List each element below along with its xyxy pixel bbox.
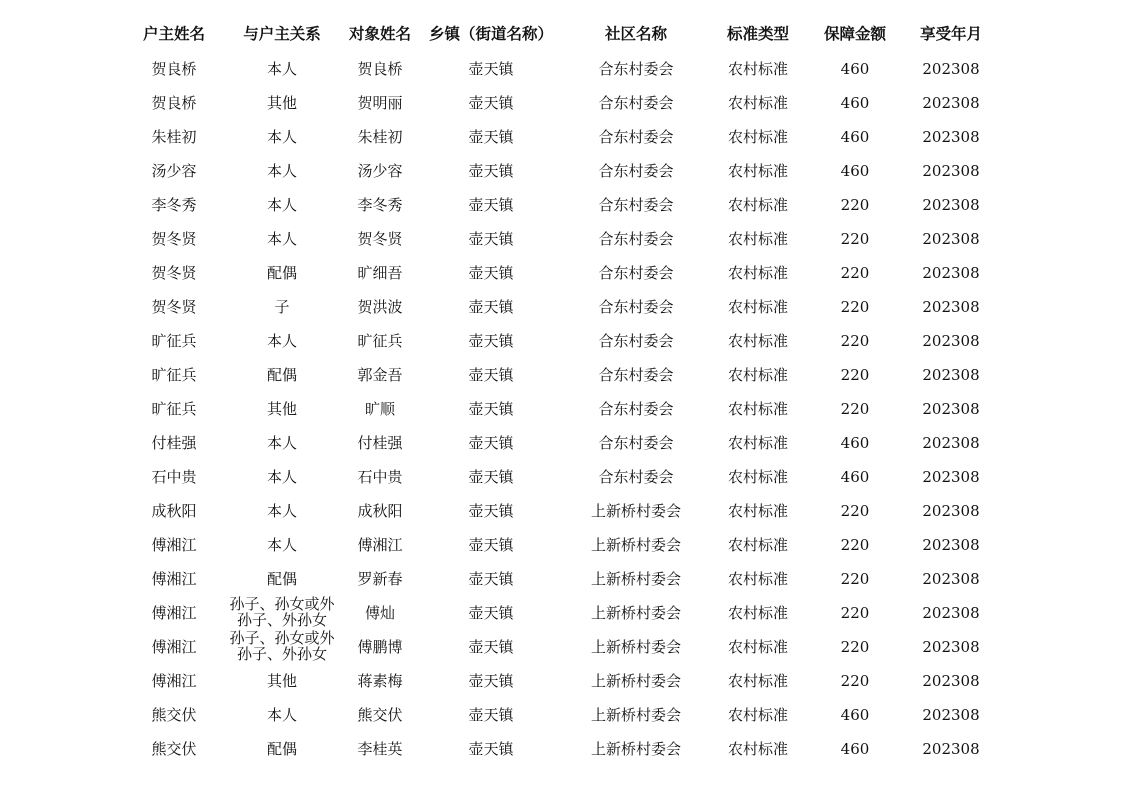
table-row — [0, 494, 1122, 528]
cell-relationship: 其他 — [266, 94, 297, 112]
cell-township: 壶天镇 — [468, 502, 514, 520]
table-row — [0, 222, 1122, 256]
cell-amount: 220 — [840, 298, 870, 316]
cell-householder-name: 旷征兵 — [151, 332, 197, 350]
cell-community: 上新桥村委会 — [590, 604, 681, 622]
cell-year-month: 202308 — [922, 536, 980, 554]
cell-township: 壶天镇 — [468, 740, 514, 758]
cell-township: 壶天镇 — [468, 298, 514, 316]
cell-recipient-name: 傅湘江 — [357, 536, 403, 554]
cell-community: 上新桥村委会 — [590, 740, 681, 758]
cell-township: 壶天镇 — [468, 60, 514, 78]
cell-householder-name: 成秋阳 — [151, 502, 197, 520]
cell-recipient-name: 李冬秀 — [357, 196, 403, 214]
table-row — [0, 460, 1122, 494]
cell-recipient-name: 蒋素梅 — [357, 672, 403, 690]
cell-year-month: 202308 — [922, 196, 980, 214]
cell-standard-type: 农村标准 — [727, 706, 788, 724]
cell-amount: 220 — [840, 672, 870, 690]
cell-community: 上新桥村委会 — [590, 570, 681, 588]
cell-standard-type: 农村标准 — [727, 570, 788, 588]
cell-relationship: 本人 — [266, 468, 297, 486]
cell-community: 上新桥村委会 — [590, 536, 681, 554]
cell-recipient-name: 李桂英 — [357, 740, 403, 758]
cell-relationship: 本人 — [266, 128, 297, 146]
cell-standard-type: 农村标准 — [727, 128, 788, 146]
cell-amount: 220 — [840, 502, 870, 520]
cell-recipient-name: 傅灿 — [364, 604, 395, 622]
cell-community: 合东村委会 — [598, 264, 674, 282]
cell-year-month: 202308 — [922, 230, 980, 248]
cell-householder-name: 傅湘江 — [151, 672, 197, 690]
cell-community: 上新桥村委会 — [590, 672, 681, 690]
cell-township: 壶天镇 — [468, 196, 514, 214]
cell-recipient-name: 罗新春 — [357, 570, 403, 588]
cell-township: 壶天镇 — [468, 264, 514, 282]
cell-standard-type: 农村标准 — [727, 366, 788, 384]
cell-relationship: 配偶 — [266, 570, 297, 588]
cell-relationship: 本人 — [266, 162, 297, 180]
cell-relationship: 其他 — [266, 400, 297, 418]
cell-householder-name: 贺冬贤 — [151, 264, 197, 282]
table-row — [0, 52, 1122, 86]
cell-amount: 220 — [840, 570, 870, 588]
cell-year-month: 202308 — [922, 162, 980, 180]
table-row — [0, 562, 1122, 596]
cell-township: 壶天镇 — [468, 536, 514, 554]
cell-amount: 220 — [840, 536, 870, 554]
cell-relationship: 配偶 — [266, 366, 297, 384]
cell-amount: 460 — [840, 468, 870, 486]
cell-community: 上新桥村委会 — [590, 502, 681, 520]
cell-householder-name: 贺冬贤 — [151, 298, 197, 316]
cell-recipient-name: 付桂强 — [357, 434, 403, 452]
cell-year-month: 202308 — [922, 264, 980, 282]
cell-amount: 460 — [840, 94, 870, 112]
cell-standard-type: 农村标准 — [727, 264, 788, 282]
cell-township: 壶天镇 — [468, 706, 514, 724]
cell-township: 壶天镇 — [468, 468, 514, 486]
cell-amount: 220 — [840, 638, 870, 656]
cell-amount: 220 — [840, 366, 870, 384]
cell-amount: 220 — [840, 196, 870, 214]
cell-recipient-name: 贺良桥 — [357, 60, 403, 78]
cell-recipient-name: 旷细吾 — [357, 264, 403, 282]
cell-householder-name: 贺良桥 — [151, 60, 197, 78]
cell-amount: 460 — [840, 162, 870, 180]
cell-community: 合东村委会 — [598, 332, 674, 350]
table-row — [0, 86, 1122, 120]
cell-standard-type: 农村标准 — [727, 638, 788, 656]
table-row — [0, 358, 1122, 392]
header-relationship: 与户主关系 — [243, 25, 321, 43]
cell-householder-name: 熊交伏 — [151, 706, 197, 724]
cell-community: 合东村委会 — [598, 434, 674, 452]
cell-community: 合东村委会 — [598, 94, 674, 112]
cell-standard-type: 农村标准 — [727, 502, 788, 520]
cell-householder-name: 傅湘江 — [151, 570, 197, 588]
cell-recipient-name: 石中贵 — [357, 468, 403, 486]
header-township: 乡镇（街道名称） — [428, 25, 553, 43]
cell-recipient-name: 贺洪波 — [357, 298, 403, 316]
cell-recipient-name: 贺冬贤 — [357, 230, 403, 248]
cell-relationship: 本人 — [266, 230, 297, 248]
cell-recipient-name: 傅鹏博 — [357, 638, 403, 656]
cell-standard-type: 农村标准 — [727, 298, 788, 316]
cell-recipient-name: 熊交伏 — [357, 706, 403, 724]
cell-recipient-name: 朱桂初 — [357, 128, 403, 146]
cell-relationship: 本人 — [266, 502, 297, 520]
cell-community: 合东村委会 — [598, 128, 674, 146]
cell-householder-name: 石中贵 — [151, 468, 197, 486]
cell-year-month: 202308 — [922, 604, 980, 622]
cell-year-month: 202308 — [922, 502, 980, 520]
cell-relationship: 本人 — [266, 332, 297, 350]
cell-amount: 460 — [840, 434, 870, 452]
cell-township: 壶天镇 — [468, 230, 514, 248]
cell-township: 壶天镇 — [468, 162, 514, 180]
cell-township: 壶天镇 — [468, 332, 514, 350]
cell-relationship: 本人 — [266, 536, 297, 554]
table-row — [0, 596, 1122, 630]
cell-year-month: 202308 — [922, 332, 980, 350]
cell-year-month: 202308 — [922, 60, 980, 78]
table-row — [0, 732, 1122, 766]
cell-standard-type: 农村标准 — [727, 604, 788, 622]
cell-year-month: 202308 — [922, 366, 980, 384]
table-row — [0, 290, 1122, 324]
cell-township: 壶天镇 — [468, 94, 514, 112]
cell-recipient-name: 汤少容 — [357, 162, 403, 180]
cell-year-month: 202308 — [922, 638, 980, 656]
header-householder-name: 户主姓名 — [142, 25, 205, 43]
cell-township: 壶天镇 — [468, 366, 514, 384]
cell-householder-name: 贺良桥 — [151, 94, 197, 112]
cell-amount: 460 — [840, 128, 870, 146]
cell-householder-name: 汤少容 — [151, 162, 197, 180]
table-row — [0, 630, 1122, 664]
cell-relationship: 子 — [274, 298, 290, 316]
cell-community: 上新桥村委会 — [590, 638, 681, 656]
cell-year-month: 202308 — [922, 400, 980, 418]
cell-householder-name: 旷征兵 — [151, 366, 197, 384]
cell-standard-type: 农村标准 — [727, 94, 788, 112]
cell-year-month: 202308 — [922, 298, 980, 316]
cell-householder-name: 旷征兵 — [151, 400, 197, 418]
header-community: 社区名称 — [604, 25, 667, 43]
cell-relationship: 其他 — [266, 672, 297, 690]
cell-standard-type: 农村标准 — [727, 536, 788, 554]
header-recipient-name: 对象姓名 — [348, 25, 411, 43]
cell-householder-name: 傅湘江 — [151, 638, 197, 656]
cell-householder-name: 傅湘江 — [151, 536, 197, 554]
cell-relationship: 孙子、孙女或外孙子、外孙女 — [229, 595, 335, 629]
cell-year-month: 202308 — [922, 740, 980, 758]
cell-standard-type: 农村标准 — [727, 672, 788, 690]
cell-year-month: 202308 — [922, 706, 980, 724]
cell-recipient-name: 成秋阳 — [357, 502, 403, 520]
table-row — [0, 188, 1122, 222]
cell-relationship: 本人 — [266, 196, 297, 214]
cell-amount: 220 — [840, 230, 870, 248]
cell-township: 壶天镇 — [468, 400, 514, 418]
cell-standard-type: 农村标准 — [727, 332, 788, 350]
cell-community: 上新桥村委会 — [590, 706, 681, 724]
cell-householder-name: 熊交伏 — [151, 740, 197, 758]
cell-standard-type: 农村标准 — [727, 468, 788, 486]
cell-standard-type: 农村标准 — [727, 740, 788, 758]
cell-year-month: 202308 — [922, 468, 980, 486]
cell-relationship: 配偶 — [266, 264, 297, 282]
cell-standard-type: 农村标准 — [727, 162, 788, 180]
cell-householder-name: 傅湘江 — [151, 604, 197, 622]
cell-community: 合东村委会 — [598, 196, 674, 214]
table-header-row — [0, 17, 1122, 51]
table-row — [0, 392, 1122, 426]
cell-recipient-name: 贺明丽 — [357, 94, 403, 112]
cell-community: 合东村委会 — [598, 366, 674, 384]
cell-relationship: 本人 — [266, 706, 297, 724]
cell-householder-name: 付桂强 — [151, 434, 197, 452]
cell-recipient-name: 旷顺 — [364, 400, 395, 418]
table-row — [0, 324, 1122, 358]
header-year-month: 享受年月 — [919, 25, 982, 43]
cell-year-month: 202308 — [922, 570, 980, 588]
cell-standard-type: 农村标准 — [727, 230, 788, 248]
table-row — [0, 120, 1122, 154]
cell-community: 合东村委会 — [598, 162, 674, 180]
table-row — [0, 426, 1122, 460]
table-row — [0, 154, 1122, 188]
cell-amount: 220 — [840, 604, 870, 622]
cell-recipient-name: 郭金吾 — [357, 366, 403, 384]
cell-year-month: 202308 — [922, 128, 980, 146]
cell-recipient-name: 旷征兵 — [357, 332, 403, 350]
cell-community: 合东村委会 — [598, 60, 674, 78]
cell-householder-name: 李冬秀 — [151, 196, 197, 214]
cell-township: 壶天镇 — [468, 128, 514, 146]
cell-relationship: 配偶 — [266, 740, 297, 758]
cell-year-month: 202308 — [922, 672, 980, 690]
cell-community: 合东村委会 — [598, 400, 674, 418]
cell-relationship: 本人 — [266, 434, 297, 452]
cell-standard-type: 农村标准 — [727, 434, 788, 452]
cell-amount: 220 — [840, 332, 870, 350]
cell-community: 合东村委会 — [598, 298, 674, 316]
cell-township: 壶天镇 — [468, 672, 514, 690]
cell-township: 壶天镇 — [468, 434, 514, 452]
cell-community: 合东村委会 — [598, 468, 674, 486]
table-row — [0, 256, 1122, 290]
cell-township: 壶天镇 — [468, 638, 514, 656]
cell-year-month: 202308 — [922, 434, 980, 452]
header-standard-type: 标准类型 — [726, 25, 789, 43]
table-row — [0, 528, 1122, 562]
cell-township: 壶天镇 — [468, 570, 514, 588]
cell-year-month: 202308 — [922, 94, 980, 112]
cell-relationship: 本人 — [266, 60, 297, 78]
cell-community: 合东村委会 — [598, 230, 674, 248]
cell-standard-type: 农村标准 — [727, 196, 788, 214]
cell-township: 壶天镇 — [468, 604, 514, 622]
cell-amount: 460 — [840, 60, 870, 78]
cell-householder-name: 朱桂初 — [151, 128, 197, 146]
table-row — [0, 698, 1122, 732]
cell-amount: 220 — [840, 264, 870, 282]
cell-amount: 460 — [840, 740, 870, 758]
cell-relationship: 孙子、孙女或外孙子、外孙女 — [229, 629, 335, 663]
cell-amount: 460 — [840, 706, 870, 724]
cell-standard-type: 农村标准 — [727, 60, 788, 78]
cell-householder-name: 贺冬贤 — [151, 230, 197, 248]
header-amount: 保障金额 — [823, 25, 886, 43]
table-row — [0, 664, 1122, 698]
cell-standard-type: 农村标准 — [727, 400, 788, 418]
cell-amount: 220 — [840, 400, 870, 418]
